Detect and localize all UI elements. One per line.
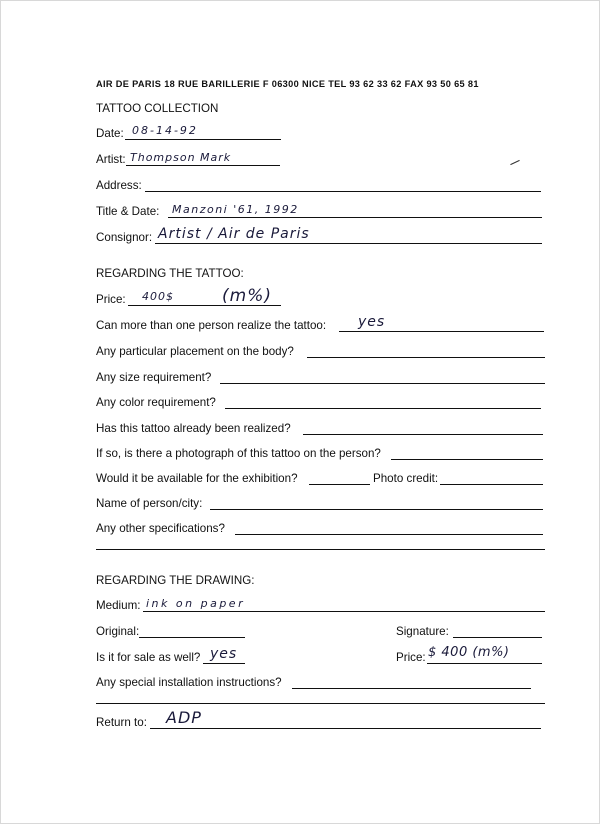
return-value: ADP (166, 708, 202, 727)
signature-label: Signature: (396, 625, 449, 638)
other-specs-label: Any other specifications? (96, 522, 225, 535)
date-value: 08-14-92 (132, 124, 198, 137)
drawing-section-title: REGARDING THE DRAWING: (96, 574, 255, 587)
size-line[interactable] (220, 383, 545, 384)
color-label: Any color requirement? (96, 396, 216, 409)
address-line[interactable] (145, 191, 541, 192)
consignor-value: Artist / Air de Paris (158, 226, 310, 242)
tattoo-price-value: 400$ (142, 290, 174, 303)
tattoo-price-label: Price: (96, 293, 126, 306)
photo-credit-label: Photo credit: (373, 472, 439, 485)
multi-person-line[interactable] (339, 331, 544, 332)
photo-credit-line[interactable] (440, 484, 543, 485)
for-sale-label: Is it for sale as well? (96, 651, 201, 664)
form-title: TATTOO COLLECTION (96, 102, 219, 115)
address-label: Address: (96, 179, 142, 192)
artist-label: Artist: (96, 153, 126, 166)
date-label: Date: (96, 127, 124, 140)
return-label: Return to: (96, 716, 147, 729)
photo-line[interactable] (391, 459, 543, 460)
medium-value: ink on paper (146, 597, 246, 610)
realized-line[interactable] (303, 434, 543, 435)
title-date-value: Manzoni '61, 1992 (172, 203, 299, 216)
artist-line[interactable] (126, 165, 280, 166)
tattoo-section-title: REGARDING THE TATTOO: (96, 267, 244, 280)
for-sale-line[interactable] (203, 663, 245, 664)
exhibition-line[interactable] (309, 484, 370, 485)
drawing-price-line[interactable] (427, 663, 542, 664)
multi-person-label: Can more than one person realize the tattoo: (96, 319, 327, 332)
drawing-price-value: $ 400 (m%) (428, 645, 510, 660)
placement-label: Any particular placement on the body? (96, 345, 294, 358)
return-line[interactable] (150, 728, 541, 729)
artist-value: Thompson Mark (130, 151, 232, 164)
date-line[interactable] (125, 139, 281, 140)
tattoo-price-note: (m%) (222, 286, 272, 306)
person-city-line[interactable] (210, 509, 543, 510)
consignor-label: Consignor: (96, 231, 153, 244)
consignor-line[interactable] (155, 243, 542, 244)
multi-person-value: yes (358, 314, 386, 330)
title-date-line[interactable] (168, 217, 542, 218)
size-label: Any size requirement? (96, 371, 212, 384)
medium-line[interactable] (143, 611, 545, 612)
original-label: Original: (96, 625, 140, 638)
installation-label: Any special installation instructions? (96, 676, 282, 689)
other-specs-line-2[interactable] (96, 549, 545, 550)
placement-line[interactable] (307, 357, 545, 358)
medium-label: Medium: (96, 599, 141, 612)
title-date-label: Title & Date: (96, 205, 160, 218)
installation-line[interactable] (292, 688, 531, 689)
gallery-header: AIR DE PARIS 18 RUE BARILLERIE F 06300 NICE TEL 93 62 33 62 FAX 93 50 65 81 (96, 79, 479, 89)
signature-line[interactable] (453, 637, 542, 638)
color-line[interactable] (225, 408, 541, 409)
original-line[interactable] (139, 637, 245, 638)
realized-label: Has this tattoo already been realized? (96, 422, 291, 435)
other-specs-line[interactable] (235, 534, 543, 535)
for-sale-value: yes (210, 646, 238, 662)
drawing-price-label: Price: (396, 651, 426, 664)
exhibition-label: Would it be available for the exhibition? (96, 472, 298, 485)
installation-line-2[interactable] (96, 703, 545, 704)
person-city-label: Name of person/city: (96, 497, 203, 510)
photo-label: If so, is there a photograph of this tattoo on the person? (96, 447, 381, 460)
